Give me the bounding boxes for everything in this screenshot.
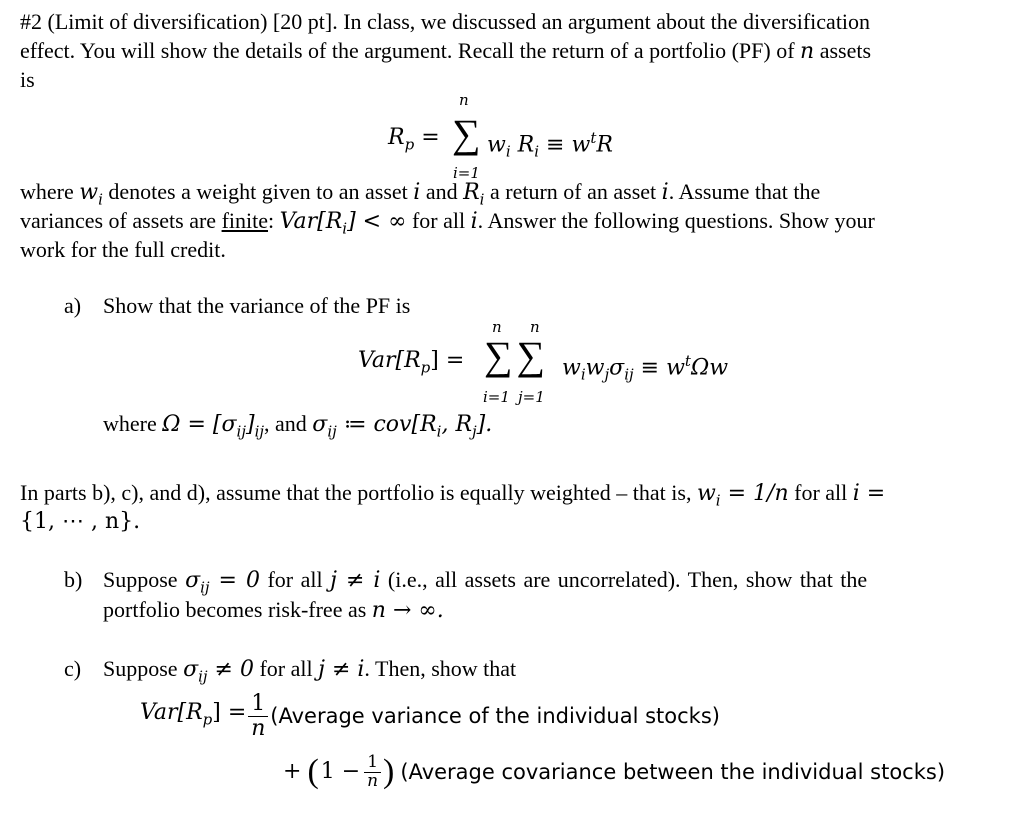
part-a-label: a) (64, 293, 82, 318)
part-b-limit: n → ∞. (371, 598, 444, 623)
part-a-lhs-sub: p (420, 358, 431, 377)
parts-intro-w: w (696, 481, 716, 506)
where1-R-sub: i (479, 190, 485, 209)
eq1-rhs-w: w (571, 132, 591, 158)
part-c-label: c) (64, 656, 82, 681)
part-b-text: (i.e., all assets are uncorrelated). Then, show that the (387, 567, 868, 592)
where1-l2-text-c: . Answer the following questions. Show your (477, 208, 875, 233)
part-b-line2 (103, 596, 444, 625)
eq1-lower-limit: i=1 (453, 164, 480, 182)
part-c-lhs (140, 699, 246, 733)
where1-i2: i (661, 180, 669, 205)
part-b-eq: = 0 (218, 568, 260, 593)
part-c-avg-covariance: (Average covariance between the individual stocks) (400, 760, 946, 784)
where1-var-expr (279, 209, 407, 238)
part-a-def-sub1: i (436, 422, 442, 441)
where1-i: i (413, 180, 421, 205)
part-a-wi: w (562, 355, 581, 381)
part-c-frac2-den: n (367, 770, 379, 791)
part-a-omega: Ω = [σ (162, 412, 237, 437)
part-b-l2-text: portfolio becomes risk-free as (103, 597, 367, 622)
eq1-lhs (388, 124, 440, 158)
part-a-lhs (358, 347, 464, 381)
part-a-upper2: n (530, 318, 540, 336)
intro-var-n: n (800, 39, 815, 64)
part-c-one-minus: 1 − (320, 759, 361, 784)
part-b-cond (185, 568, 260, 597)
eq1-equiv: ≡ (546, 132, 565, 158)
part-a-def-mid: , R (441, 412, 473, 437)
where1-text-a: where (20, 179, 74, 204)
part-a-sig: σ (312, 412, 328, 437)
part-a-upper1: n (492, 318, 502, 336)
part-c-frac1-num: 1 (248, 692, 268, 716)
parts-intro-for-all: for all (794, 480, 848, 505)
part-c-eq-line2 (283, 745, 945, 799)
part-a-def: ≔ cov[R (343, 412, 437, 437)
part-a-where-line (103, 410, 492, 445)
eq1-equals: = (421, 125, 440, 150)
eq1-w: w (487, 132, 506, 158)
parts-intro-i: i = (852, 481, 886, 506)
eq1-lhs-sub: p (404, 135, 415, 154)
where1-l2-text-b: for all (411, 208, 466, 233)
parts-intro-w-sub: i (715, 491, 721, 510)
part-c-eq-line1 (140, 690, 720, 742)
where1-l2-text-a: variances of assets are (20, 208, 217, 233)
where1-w-sym: w (79, 180, 99, 205)
part-a-sigma-ij: σ (609, 355, 625, 381)
part-a-and: and (275, 411, 307, 436)
part-c-lhs-sub: p (202, 710, 213, 729)
where1-w (79, 180, 103, 209)
parts-intro-line1 (20, 479, 885, 514)
part-a-comma: , (264, 411, 270, 436)
part-c-sig-sub: ij (198, 667, 208, 686)
part-b-for-all: for all (267, 567, 323, 592)
where1-text-b: denotes a weight given to an asset (108, 179, 408, 204)
intro-text-end: assets (819, 38, 872, 63)
part-a-def-end: ]. (476, 412, 493, 437)
part-a-lower1: i=1 (483, 388, 510, 406)
part-c-frac2-num: 1 (364, 754, 381, 773)
part-c-lhs-var: Var[R (140, 699, 203, 725)
where1-var-end: ] < ∞ (347, 209, 407, 234)
part-a-omega-sub: ij (236, 422, 246, 441)
where1-line3: work for the full credit. (20, 237, 226, 262)
part-a-text: Show that the variance of the PF is (103, 293, 411, 318)
part-c-lhs-end: ] = (212, 699, 247, 725)
part-a-rhs-omega-w: Ωw (690, 355, 729, 381)
parts-intro-eq: = 1/n (727, 481, 789, 506)
intro-text: effect. You will show the details of the argument. Recall the return of a portfolio (PF) of (20, 38, 795, 63)
eq1-w-sub: i (505, 142, 511, 161)
part-c-j-neq-i: j ≠ i (318, 657, 365, 682)
part-c-frac1-den: n (251, 715, 266, 741)
where1-text-d: a return of an asset (489, 179, 657, 204)
where1-text-e: . Assume that the (668, 179, 821, 204)
where1-text-c: and (425, 179, 458, 204)
part-a-lhs-var: Var[R (358, 348, 421, 373)
eq1-R-sub: i (534, 142, 540, 161)
part-c-neq: ≠ 0 (214, 657, 254, 682)
where1-w-sub: i (98, 190, 103, 209)
problem-intro-line3: is (20, 67, 35, 92)
parts-intro-weight (696, 481, 789, 510)
eq1-body (487, 124, 613, 166)
part-a-equiv: ≡ (640, 355, 660, 381)
part-a-body (562, 347, 728, 389)
part-a-wj-sub: j (604, 365, 610, 384)
part-b-suppose: Suppose (103, 567, 178, 592)
part-a-cov-def (312, 412, 493, 441)
parts-intro-text: In parts b), c), and d), assume that the portfolio is equally weighted – that is, (20, 480, 692, 505)
where1-l2-i: i (470, 209, 478, 234)
part-c-frac-1-over-n-2 (364, 751, 381, 791)
eq1-R: R (517, 132, 535, 158)
part-a-omega-def (162, 412, 265, 441)
part-b-label: b) (64, 567, 83, 592)
part-c-paren-close: ) (383, 753, 395, 790)
eq1-rhs-R: R (596, 132, 613, 158)
eq1-lhs-R: R (388, 125, 405, 150)
part-a-rhs-w: w (666, 355, 685, 381)
part-c-for-all: for all (259, 656, 313, 681)
part-c-line1 (103, 655, 516, 690)
part-b-sig: σ (185, 568, 201, 593)
where1-var-a: Var[R (279, 209, 343, 234)
problem-intro-line2 (20, 37, 871, 66)
part-a-wi-sub: i (580, 365, 586, 384)
parts-intro-line2: {1, ⋯ , n}. (20, 509, 141, 534)
where1-R (463, 180, 485, 209)
part-b-sig-sub: ij (200, 578, 210, 597)
where1-finite: finite (221, 208, 269, 233)
part-c-frac-1-over-n (248, 692, 268, 739)
part-a-rhs-sup: t (684, 352, 691, 370)
where1-colon: : (268, 208, 275, 233)
part-a-def-sub2: j (472, 422, 477, 441)
part-c-avg-variance: (Average variance of the individual stocks) (270, 704, 720, 728)
part-c-cond (183, 657, 254, 686)
problem-intro-line1: #2 (Limit of diversification) [20 pt]. In class, we discussed an argument about the diversification (20, 9, 871, 34)
eq1-upper-limit: n (459, 91, 469, 109)
where1-R-sym: R (463, 180, 480, 205)
part-b-j-neq-i: j ≠ i (330, 568, 381, 593)
part-a-wj: w (585, 355, 605, 381)
part-a-lhs-end: ] = (430, 348, 465, 373)
part-a-lower2: j=1 (518, 388, 545, 406)
part-a-omega-outsub: ij (254, 422, 265, 441)
part-a-omega-end: ] (245, 412, 255, 437)
part-c-sig: σ (183, 657, 199, 682)
where1-var-sub: i (342, 219, 348, 238)
eq1-rhs-sup: t (590, 129, 597, 147)
part-c-paren-open: ( (307, 753, 319, 790)
part-a-sig-sub: ij (327, 422, 337, 441)
part-a-where: where (103, 411, 157, 436)
part-a-sigma-ij-sub: ij (624, 365, 634, 384)
part-a-sigma: ∑∑ (484, 333, 550, 378)
part-c-text: . Then, show that (364, 656, 517, 681)
eq1-sigma: ∑ (452, 111, 481, 156)
part-c-suppose: Suppose (103, 656, 178, 681)
part-c-plus: + (283, 759, 302, 784)
